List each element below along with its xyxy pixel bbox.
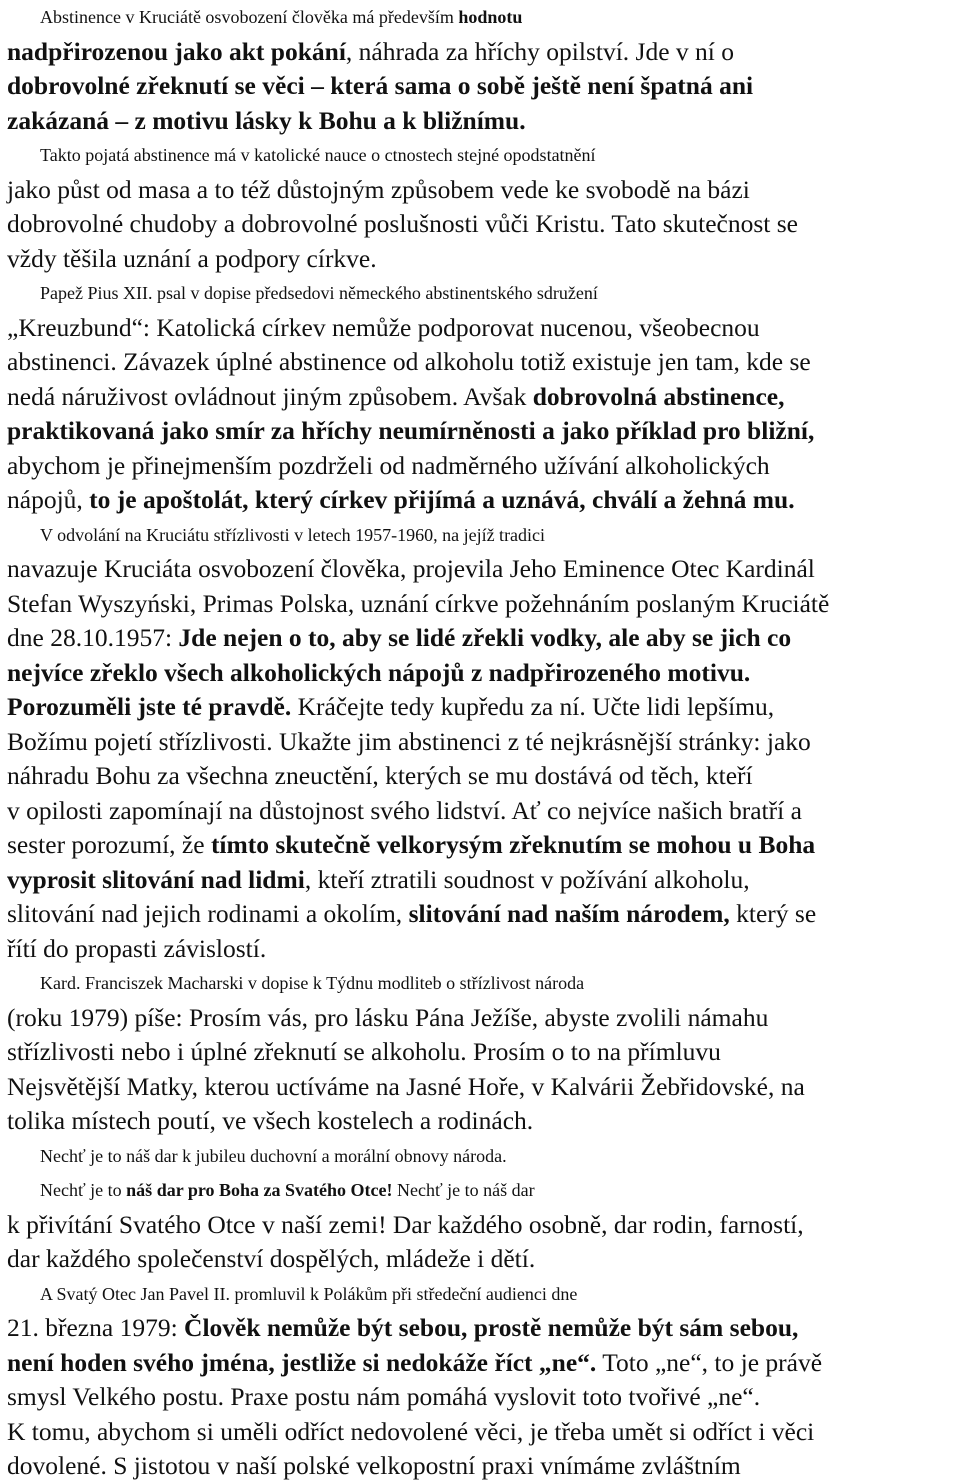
text-segment: řítí do propasti závislostí. (7, 933, 267, 963)
text-line (7, 138, 952, 173)
text-line (7, 1104, 952, 1139)
text-segment: k přivítání Svatého Otce v naší zemi! Dar každého osobně, dar rodin, farností, (7, 1209, 804, 1239)
text-line (7, 1449, 952, 1484)
text-segment: dar každého společenství dospělých, mládeže i dětí. (7, 1244, 536, 1273)
text-segment: abstinenci. Závazek úplné abstinence od alkoholu totiž existuje jen tam, kde se (7, 347, 811, 376)
text-segment: abychom je přinejmenším pozdrželi od nadměrného užívání alkoholických (7, 450, 770, 480)
text-line (7, 725, 952, 760)
text-line (7, 0, 952, 35)
bold-text-segment: nadpřirozenou jako akt pokání (7, 36, 346, 66)
text-line (7, 621, 952, 656)
text-line (7, 932, 952, 967)
bold-text-segment: Člověk nemůže být sebou, prostě nemůže být sám sebou, (184, 1313, 799, 1342)
text-segment: , náhrada za hříchy opilství. Jde v ní o (345, 36, 734, 66)
text-line (7, 966, 952, 1001)
text-line (7, 863, 952, 898)
text-segment: dne 28.10.1957: (7, 623, 179, 652)
text-segment: Takto pojatá abstinence má v katolické nauce o ctnostech stejné opodstatnění (40, 145, 596, 165)
bold-text-segment: zakázaná – z motivu lásky k Bohu a k bližnímu. (7, 105, 526, 135)
text-segment: jako půst od masa a to též důstojným způsobem vede ke svobodě na bázi (7, 174, 750, 204)
text-segment: Nechť je to náš dar k jubileu duchovní a morální obnovy národa. (40, 1145, 507, 1166)
text-line (7, 587, 952, 622)
text-segment: dovolené. S jistotou v naší polské velkopostní praxi vnímáme zvláštním (7, 1451, 741, 1480)
text-segment: Božímu pojetí střízlivosti. Ukažte jim abstinenci z té nejkrásnější stránky: jako (7, 726, 811, 756)
text-line (7, 1311, 952, 1346)
text-segment: který se (729, 899, 817, 928)
text-line (7, 656, 952, 691)
text-segment: „Kreuzbund“: Katolická církev nemůže podporovat nucenou, všeobecnou (7, 312, 760, 342)
text-line (7, 1277, 952, 1312)
text-segment: vždy těšila uznání a podpory církve. (7, 243, 377, 273)
bold-text-segment: dobrovolné zřeknutí se věci – která sama o sobě ještě není špatná ani (7, 71, 754, 100)
text-segment: smysl Velkého postu. Praxe postu nám pomáhá vyslovit toto tvořivé „ne“. (7, 1382, 761, 1411)
bold-text-segment: to je apoštolát, který církev přijímá a uznává, chválí a žehná mu. (89, 485, 795, 514)
bold-text-segment: vyprosit slitování nad lidmi (7, 864, 305, 894)
text-line (7, 207, 952, 242)
text-line (7, 35, 952, 70)
text-line (7, 1139, 952, 1174)
text-line (7, 1208, 952, 1243)
text-line (7, 1173, 952, 1208)
text-segment: slitování nad jejich rodinami a okolím, (7, 899, 409, 928)
text-segment: v opilosti zapomínají na důstojnost svého lidství. Ať co nejvíce našich bratří a (7, 795, 802, 825)
text-line (7, 690, 952, 725)
bold-text-segment: nejvíce zřeklo všech alkoholických nápojů z nadpřirozeného motivu. (7, 657, 751, 687)
text-segment: Toto „ne“, to je právě (596, 1347, 823, 1377)
bold-text-segment: tímto skutečně velkorysým zřeknutím se mohou u Boha (210, 830, 816, 859)
bold-text-segment: dobrovolná abstinence, (532, 381, 785, 411)
text-segment: Stefan Wyszyński, Primas Polska, uznání církve požehnáním poslaným Kruciátě (7, 588, 830, 618)
text-segment: nedá náruživost ovládnout jiným způsobem. Avšak (7, 381, 533, 411)
text-line (7, 1346, 952, 1381)
bold-text-segment: slitování nad naším národem, (408, 899, 730, 928)
text-segment: K tomu, abychom si uměli odříct nedovolené věci, je třeba umět si odříct i věci (7, 1416, 815, 1446)
text-segment: Nechť je to (40, 1180, 127, 1200)
text-line (7, 1415, 952, 1450)
text-line (7, 414, 952, 449)
text-segment: dobrovolné chudoby a dobrovolné poslušnosti vůči Kristu. Tato skutečnost se (7, 209, 798, 238)
text-segment: 21. března 1979: (7, 1313, 185, 1342)
text-line (7, 104, 952, 139)
text-segment: , kteří ztratili soudnost v požívání alkoholu, (304, 864, 750, 894)
text-line (7, 449, 952, 484)
text-line (7, 1242, 952, 1277)
text-segment: A Svatý Otec Jan Pavel II. promluvil k Polákům při středeční audienci dne (40, 1283, 578, 1304)
text-segment: V odvolání na Kruciátu střízlivosti v letech 1957-1960, na jejíž tradici (40, 524, 546, 545)
text-line (7, 1380, 952, 1415)
text-line (7, 828, 952, 863)
bold-text-segment: není hoden svého jména, jestliže si nedokáže říct „ne“. (7, 1347, 597, 1377)
text-line (7, 794, 952, 829)
bold-text-segment: Porozuměli jste té pravdě. (7, 692, 292, 721)
bold-text-segment: náš dar pro Boha za Svatého Otce! (126, 1180, 393, 1200)
bold-text-segment: Jde nejen o to, aby se lidé zřekli vodky, ale aby se jich co (178, 623, 792, 652)
text-segment: Kráčejte tedy kupředu za ní. Učte lidi lepšímu, (291, 692, 775, 721)
text-segment: nápojů, (7, 485, 90, 514)
text-segment: Kard. Franciszek Macharski v dopise k Týdnu modliteb o střízlivost národa (40, 973, 585, 993)
text-segment: navazuje Kruciáta osvobození člověka, projevila Jeho Eminence Otec Kardinál (7, 554, 815, 583)
text-line (7, 311, 952, 346)
text-line (7, 276, 952, 311)
text-segment: tolika místech poutí, ve všech kostelech a rodinách. (7, 1106, 534, 1135)
text-segment: (roku 1979) píše: Prosím vás, pro lásku Pána Ježíše, abyste zvolili námahu (7, 1002, 769, 1032)
text-line (7, 173, 952, 208)
text-line (7, 518, 952, 553)
text-line (7, 759, 952, 794)
bold-text-segment: praktikovaná jako smír za hříchy neumírněnosti a jako příklad pro bližní, (7, 416, 815, 445)
text-segment: sester porozumí, že (7, 830, 211, 859)
text-segment: Papež Pius XII. psal v dopise předsedovi německého abstinentského sdružení (40, 283, 598, 303)
text-line (7, 897, 952, 932)
text-segment: náhradu Bohu za všechna zneuctění, kterých se mu dostává od těch, kteří (7, 761, 753, 790)
text-line (7, 380, 952, 415)
text-segment: Nejsvětější Matky, kterou uctíváme na Jasné Hoře, v Kalvárii Žebřidovské, na (7, 1071, 805, 1101)
text-line (7, 1001, 952, 1036)
text-line (7, 69, 952, 104)
text-line (7, 1070, 952, 1105)
text-segment: Nechť je to náš dar (392, 1180, 535, 1200)
text-line (7, 483, 952, 518)
text-line (7, 1035, 952, 1070)
text-line (7, 242, 952, 277)
text-segment: Abstinence v Kruciátě osvobození člověka má především (40, 7, 459, 27)
text-line (7, 345, 952, 380)
text-segment: střízlivosti nebo i úplné zřeknutí se alkoholu. Prosím o to na přímluvu (7, 1037, 721, 1066)
text-line (7, 552, 952, 587)
bold-text-segment: hodnotu (458, 7, 523, 27)
